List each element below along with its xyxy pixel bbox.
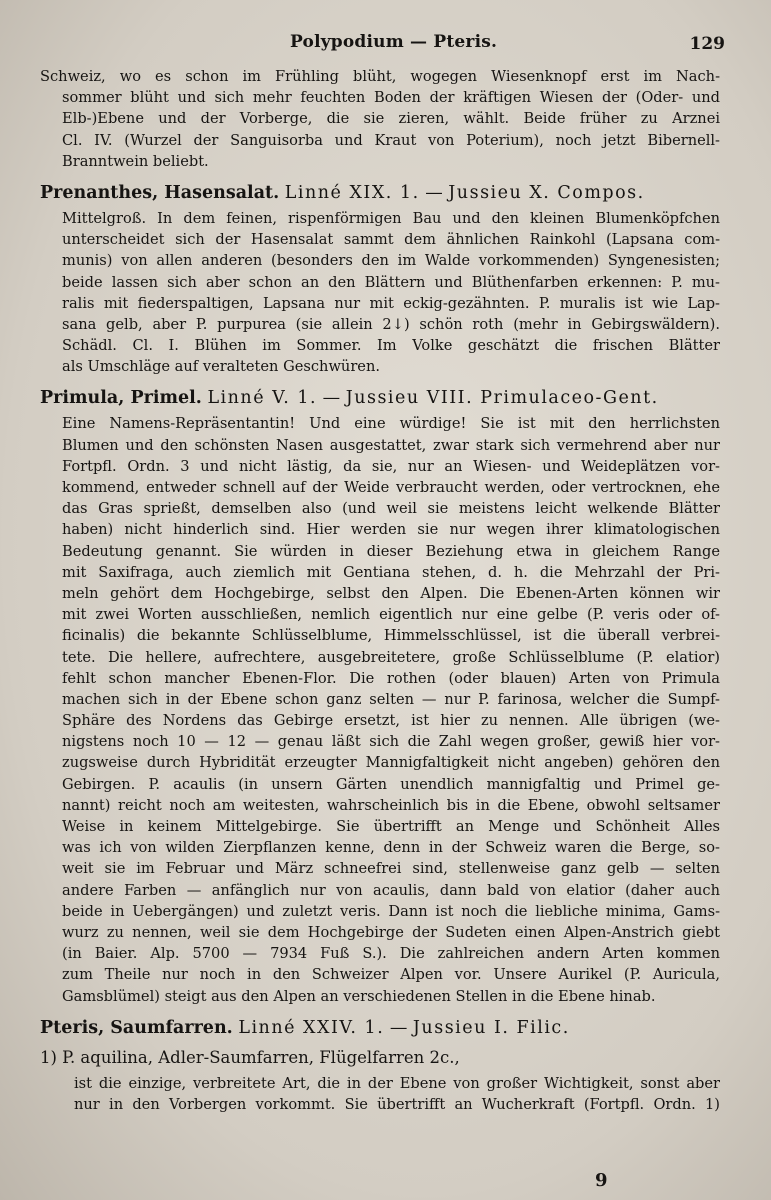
linne-class: Linné XIX. 1. <box>284 182 420 203</box>
text-line: Sphäre des Nordens das Gebirge ersetzt, ist hier zu nennen. Alle übrigen (we- <box>62 712 720 730</box>
text-line: haben) nicht hinderlich sind. Hier werden sie nur wegen ihrer klimatologischen <box>62 521 720 539</box>
text-line: Bedeutung genannt. Sie würden in dieser Beziehung etwa in gleichem Range <box>62 542 720 560</box>
text-line: Mittelgroß. In dem feinen, rispenförmigen Bau und den kleinen Blumenköpfchen <box>62 209 720 227</box>
text-line: kommend, entweder schnell auf der Weide verbraucht werden, oder vertrocknen, ehe <box>62 479 720 496</box>
text-line: wurz zu nennen, weil sie dem Hochgebirge der Sudeten einen Alpen-Anstrich giebt <box>62 923 720 941</box>
genus-name: Primula, Primel. <box>40 388 202 409</box>
text-line: nigstens noch 10 — 12 — genau läßt sich die Zahl wegen großer, gewiß hier vor- <box>62 733 720 751</box>
text-line: Cl. IV. (Wurzel der Sanguisorba und Kraut von Poterium), noch jetzt Bibernell- <box>62 131 720 149</box>
genus-name: Pteris, Saumfarren. <box>40 1017 233 1038</box>
entry-heading <box>40 1013 720 1043</box>
jussieu-class: Jussieu I. Filic. <box>412 1017 570 1038</box>
text-line: beide in Uebergängen) und zuletzt veris. Dann ist noch die liebliche minima, Gams- <box>62 902 720 920</box>
text-line: Elb-)Ebene und der Vorberge, die sie zieren, wählt. Beide früher zu Arznei <box>62 110 720 128</box>
heading-dash: — <box>425 182 443 203</box>
linne-class: Linné XXIV. 1. <box>238 1017 385 1038</box>
text-line: (in Baier. Alp. 5700 — 7934 Fuß S.). Die zahlreichen andern Arten kommen <box>62 945 720 963</box>
genus-name: Prenanthes, Hasensalat. <box>40 182 280 203</box>
entry-heading <box>40 178 720 208</box>
entry-heading <box>40 383 720 413</box>
entry-prenanthes <box>40 178 720 378</box>
text-line: zum Theile nur noch in den Schweizer Alpen vor. Unsere Aurikel (P. Auricula, <box>62 966 720 984</box>
text-line: Schädl. Cl. I. Blühen im Sommer. Im Volke geschätzt die frischen Blätter <box>62 337 720 355</box>
text-line: nannt) reicht noch am weitesten, wahrscheinlich bis in die Ebene, obwohl seltsamer <box>62 796 720 814</box>
text-line: sana gelb, aber P. purpurea (sie allein 2↓) schön roth (mehr in Gebirgswäldern). <box>62 315 720 333</box>
jussieu-class: Jussieu X. Compos. <box>448 182 645 203</box>
text-line: Gamsblümel) steigt aus den Alpen an verschiedenen Stellen in die Ebene hinab. <box>62 987 656 1005</box>
text-line: weit sie im Februar und März schneefrei sind, stellenweise ganz gelb — selten <box>62 860 720 878</box>
text-line: nur in den Vorbergen vorkommt. Sie übertrifft an Wucherkraft (Fortpfl. Ordn. 1) <box>74 1095 720 1113</box>
heading-dash: — <box>389 1017 408 1038</box>
text-line: ficinalis) die bekannte Schlüsselblume, Himmelsschlüssel, ist die überall verbrei- <box>62 627 720 645</box>
text-line: als Umschläge auf veralteten Geschwüren. <box>62 358 380 376</box>
running-title: Polypodium — Pteris. <box>290 32 498 52</box>
text-line: Eine Namens-Repräsentantin! Und eine würdige! Sie ist mit den herrlichsten <box>62 415 720 433</box>
text-line: das Gras sprießt, demselben also (und weil sie meistens leicht welkende Blätter <box>62 500 720 518</box>
text-line: ralis mit fiederspaltigen, Lapsana nur mit eckig-gezähnten. P. muralis ist wie Lap- <box>62 294 720 312</box>
linne-class: Linné V. 1. <box>207 388 318 409</box>
text-line: sommer blüht und sich mehr feuchten Boden der kräftigen Wiesen der (Oder- und <box>62 89 720 107</box>
text-line: munis) von allen anderen (besonders den im Walde vorkommenden) Syngenesisten; <box>62 252 720 270</box>
text-line: fehlt schon mancher Ebenen-Flor. Die rothen (oder blauen) Arten von Primula <box>62 669 720 687</box>
species-heading: 1) P. aquilina, Adler-Saumfarren, Flügelfarren 2c., <box>40 1047 460 1067</box>
text-line: andere Farben — anfänglich nur von acaulis, dann bald von elatior (daher auch <box>62 881 720 899</box>
page-number: 129 <box>689 34 725 54</box>
text-line: tete. Die hellere, aufrechtere, ausgebreitetere, große Schlüsselblume (P. elatior) <box>62 648 720 666</box>
page-body <box>40 66 720 1115</box>
text-line: Schweiz, wo es schon im Frühling blüht, wogegen Wiesenknopf erst im Nach- <box>40 68 720 85</box>
text-line: machen sich in der Ebene schon ganz selten — nur P. farinosa, welcher die Sumpf- <box>62 690 720 708</box>
text-line: meln gehört dem Hochgebirge, selbst den Alpen. Die Ebenen-Arten können wir <box>62 584 720 602</box>
text-line: Weise in keinem Mittelgebirge. Sie übertrifft an Menge und Schönheit Alles <box>62 818 720 835</box>
page-header <box>0 32 771 62</box>
heading-dash: — <box>322 388 341 409</box>
signature-mark: 9 <box>595 1170 608 1191</box>
entry-pteris <box>40 1013 720 1115</box>
text-line: Blumen und den schönsten Nasen ausgestattet, zwar stark sich vermehrend aber nur <box>62 436 720 454</box>
text-line: zugsweise durch Hybridität erzeugter Mannigfaltigkeit nicht angeben) gehören den <box>62 754 720 772</box>
jussieu-class: Jussieu VIII. Primulaceo-Gent. <box>345 388 659 409</box>
text-line: beide lassen sich aber schon an den Blättern und Blüthenfarben erkennen: P. mu- <box>62 273 720 291</box>
text-line: Fortpfl. Ordn. 3 und nicht lästig, da sie, nur an Wiesen- und Weideplätzen vor- <box>62 457 720 475</box>
text-line: Gebirgen. P. acaulis (in unsern Gärten unendlich mannigfaltig und Primel ge- <box>62 775 720 793</box>
text-line: unterscheidet sich der Hasensalat sammt dem ähnlichen Rainkohl (Lapsana com- <box>62 231 720 249</box>
text-line: mit zwei Worten ausschließen, nemlich eigentlich nur eine gelbe (P. veris oder of- <box>62 606 720 624</box>
entry-primula <box>40 383 720 1006</box>
text-line: ist die einzige, verbreitete Art, die in der Ebene von großer Wichtigkeit, sonst aber <box>74 1074 720 1092</box>
text-line: Branntwein beliebt. <box>62 152 209 170</box>
text-line: mit Saxifraga, auch ziemlich mit Gentiana stehen, d. h. die Mehrzahl der Pri- <box>62 563 720 581</box>
text-line: was ich von wilden Zierpflanzen kenne, denn in der Schweiz waren die Berge, so- <box>62 839 720 857</box>
intro-paragraph <box>40 66 720 172</box>
